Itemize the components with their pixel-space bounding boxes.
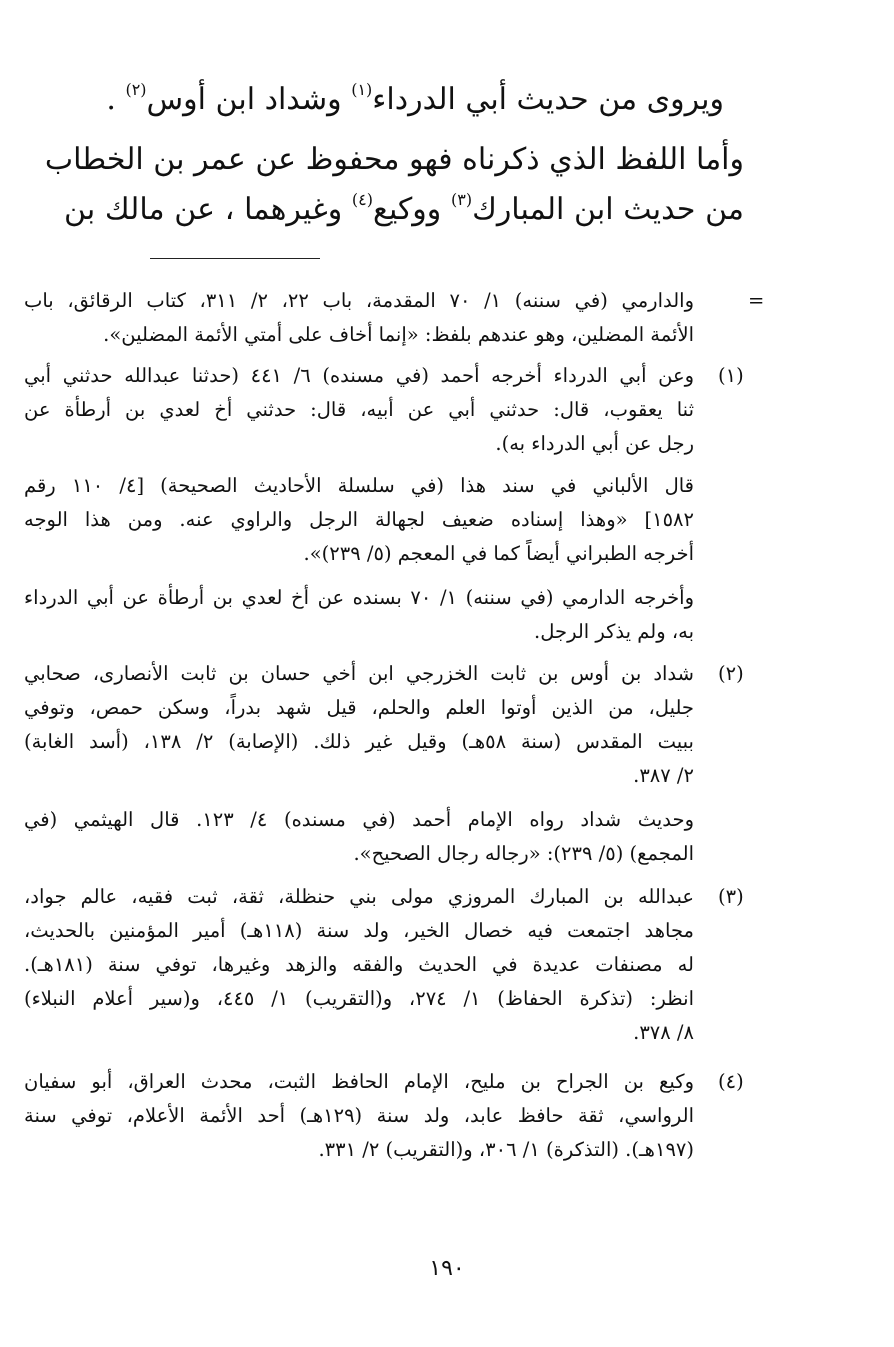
footnote-separator [150, 258, 320, 259]
page: ويروى من حديث أبي الدرداء$^{(١)}$ وشداد ابن أوس$^{(٢)}$ . وأما اللفظ الذي ذكرناه فهو محفوظ عن عمر بن الخطاب من حديث ابن المبارك$^{(٣)}$ ووكيع$^{(٤)}$ وغيرهما ، عن مالك بن = والدارمي (في سننه) ١/ ٧٠ المقدمة، باب ٢٢، ٢/ ٣١١، كتاب الرقائق، باب الأئمة المضلين، وهو عندهم بلفظ: «إنما أخاف على أمتي الأئمة المضلين». (١) وعن أبي الدرداء أخرجه أحمد (في مسنده) ٦/ ٤٤١ (حدثنا عبدالله حدثني أبي ثنا يعقوب، قال: حدثني أبي عن أبيه، قال: حدثني أخ لعدي بن أرطأة عن رجل عن أبي الدرداء به). قال الألباني في سند هذا (في سلسلة الأحاديث الصحيحة) [٤/ ١١٠ رقم ١٥٨٢] «وهذا إسناده ضعيف لجهالة الرجل والراوي عنه. ومن هذا الوجه أخرجه الطبراني أيضاً كما في المعجم (٥/ ٢٣٩)». وأخرجه الدارمي (في سننه) ١/ ٧٠ بسنده عن أخ لعدي بن أرطأة عن أبي الدرداء به، ولم يذكر الرجل. (٢) شداد بن أوس بن ثابت الخزرجي ابن أخي حسان بن ثابت الأنصارى، صحابي جليل، من الذين أوتوا العلم والحلم، قيل شهد بدراً، وسكن حمص، وتوفي ببيت المقدس (سنة ٥٨هـ) وقيل غير ذلك. (الإصابة) ٢/ ١٣٨، (أسد الغابة) ٢/ ٣٨٧. وحديث شداد رواه الإمام أحمد (في مسنده) ٤/ ١٢٣. قال الهيثمي (في المجمع) (٥/ ٢٣٩): «رجاله رجال الصحيح». (٣) عبدالله بن المبارك المروزي مولى بني حنظلة، ثقة، ثبت فقيه، عالم جواد، مجاهد اجتمعت فيه خصال الخير، ولد سنة (١١٨هـ) أمير المؤمنين بالحديث، له مصنفات عديدة في الحديث والفقه والزهد وغيرها، توفي سنة (١٨١هـ). انظر: (تذكرة الحفاظ) ١/ ٢٧٤، و(التقريب) ١/ ٤٤٥، و(سير أعلام النبلاء) ٨/ ٣٧٨. (٤) وكيع بن الجراح بن مليح، الإمام الحافظ الثبت، محدث العراق، أبو سفيان الرواسي، ثقة حافظ عابد، ولد سنة (١٢٩هـ) أحد الأئمة الأعلام، توفي سنة (١٩٧هـ). (التذكرة) ١/ ٣٠٦، و(التقريب) ٢/ ٣٣١. ١٩٠ [0, 0, 894, 1347]
continuation-marker: = [748, 289, 765, 312]
footnote-ref-3[interactable]: (٣) [451, 190, 473, 209]
main-line-1: ويروى من حديث أبي الدرداء$^{(١)}$ وشداد ابن أوس$^{(٢)}$ . [106, 80, 724, 117]
footnote-ref-2[interactable]: (٢) [125, 80, 147, 99]
footnote-ref-4[interactable]: (٤) [351, 190, 373, 209]
footnote-ref-1[interactable]: (١) [351, 80, 373, 99]
main-line-2: وأما اللفظ الذي ذكرناه فهو محفوظ عن عمر بن الخطاب [44, 142, 744, 177]
footnote-2-marker: (٢) [718, 662, 744, 685]
footnote-1-marker: (١) [718, 364, 744, 387]
page-number: ١٩٠ [429, 1256, 465, 1281]
footnote-3-marker: (٣) [718, 885, 744, 908]
main-line-3: من حديث ابن المبارك$^{(٣)}$ ووكيع$^{(٤)}$ وغيرهما ، عن مالك بن [64, 190, 744, 227]
footnote-4-marker: (٤) [718, 1070, 744, 1093]
